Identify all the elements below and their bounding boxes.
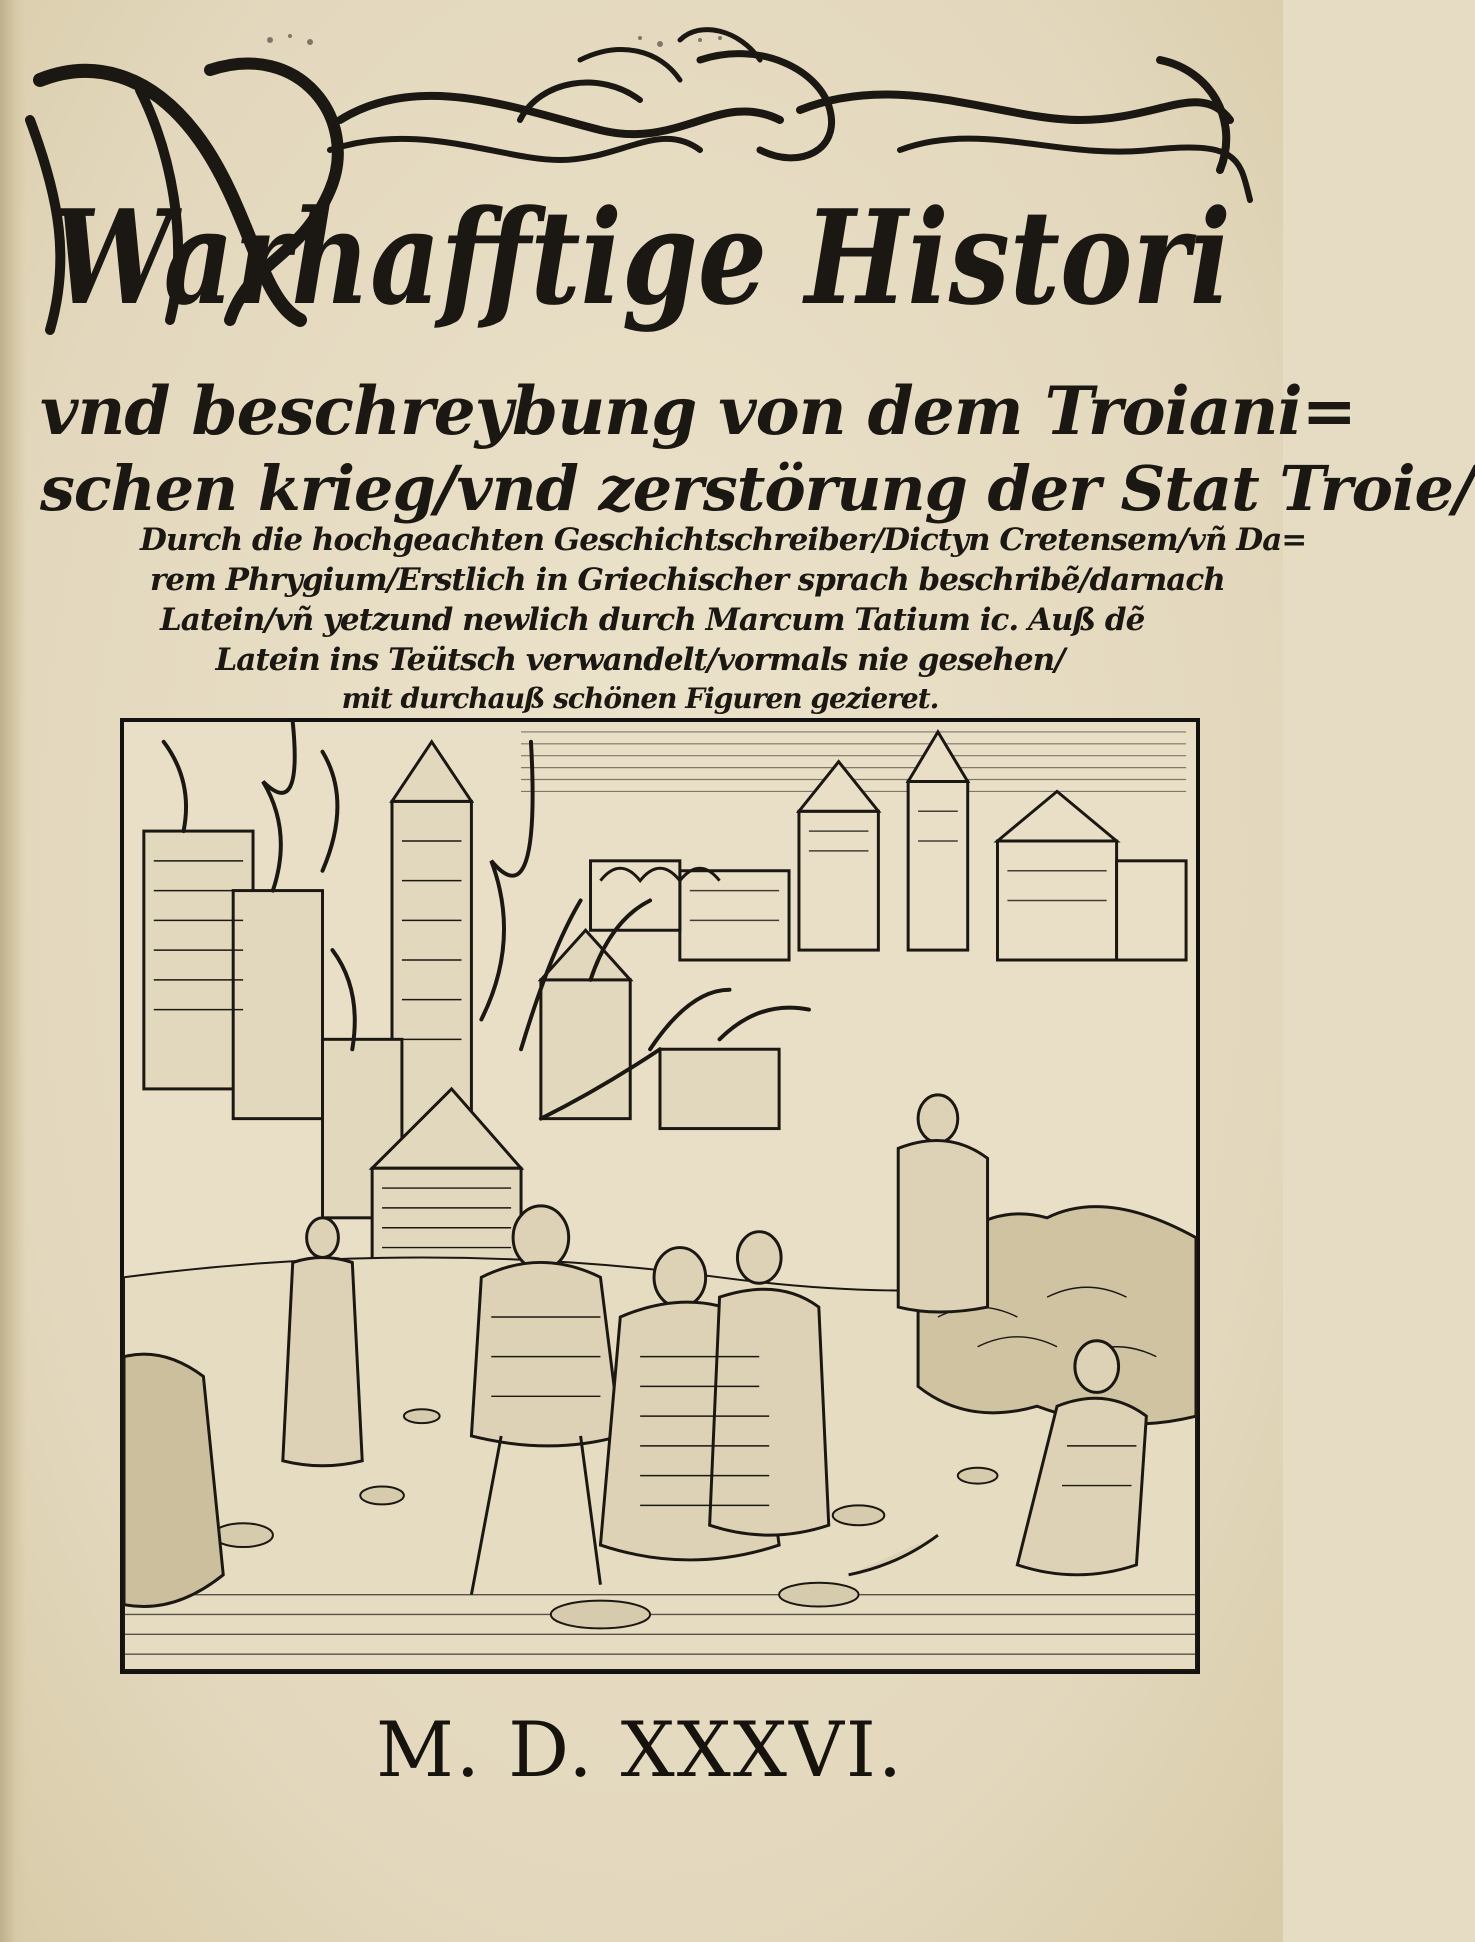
title-line-4: rem Phrygium/Erstlich in Griechischer sprach beschribẽ/darnach [150, 562, 1225, 598]
woodcut-illustration [120, 718, 1200, 1674]
title-line-7: mit durchauß schönen Figuren gezieret. [341, 682, 939, 715]
title-line-2: schen krieg/vnd zerstörung der Stat Troie/ [40, 452, 1475, 525]
main-title-text: Warhafftige Histori [51, 181, 1231, 334]
woodcut-drawing [124, 722, 1196, 1670]
title-line-3: Durch die hochgeachten Geschichtschreiber/Dictyn Cretensem/vñ Da= [140, 522, 1307, 558]
main-title-svg [0, 181, 1283, 335]
title-line-1: vnd beschreybung von dem Troiani= [40, 372, 1356, 450]
title-line-5: Latein/vñ yetzund newlich durch Marcum Tatium ic. Auß dẽ [160, 602, 1145, 638]
main-title [0, 181, 1283, 335]
title-line-6: Latein ins Teütsch verwandelt/vormals nie gesehen/ [215, 642, 1065, 678]
imprint-date: M. D. XXXVI. [375, 1705, 905, 1794]
